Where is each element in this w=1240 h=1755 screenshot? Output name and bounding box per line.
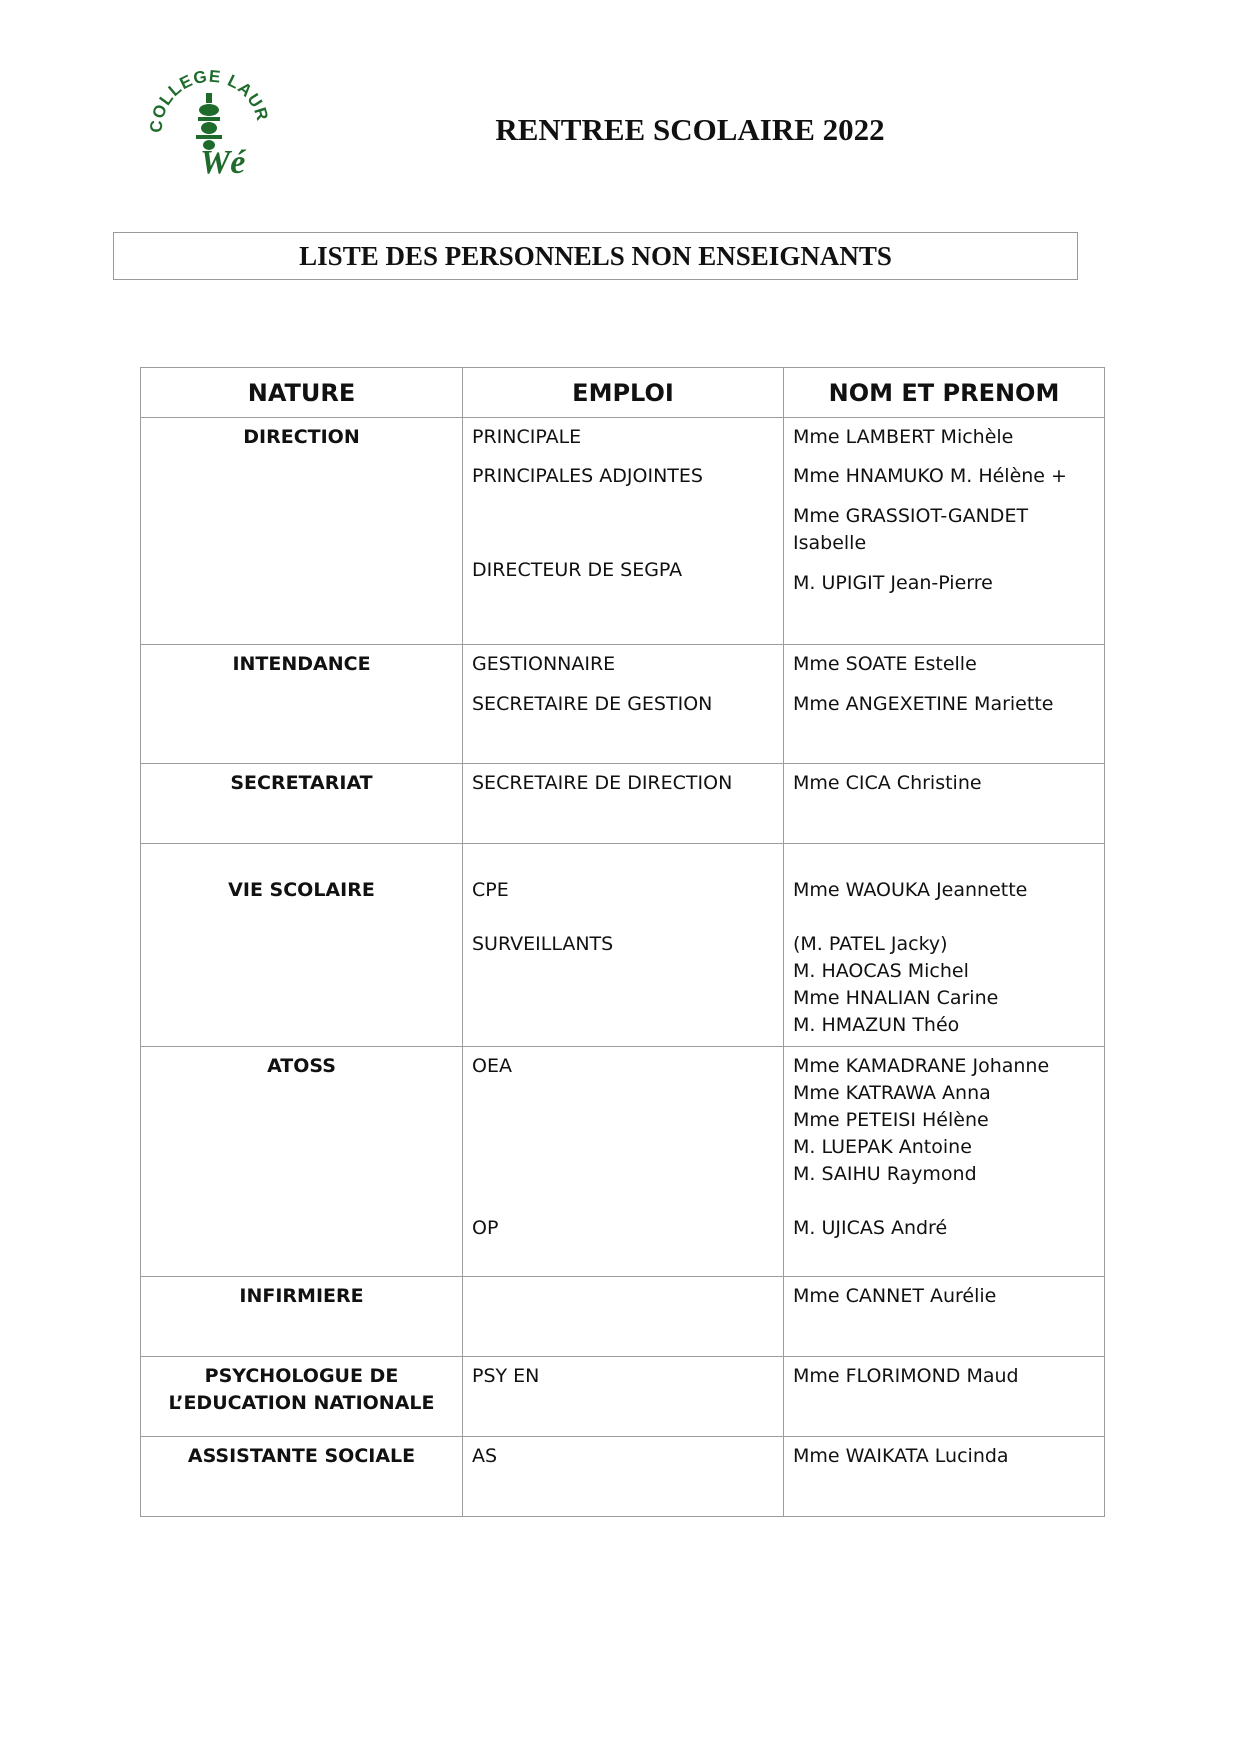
name-item: Mme HNAMUKO M. Hélène + (793, 465, 1067, 487)
noms-secretariat (784, 764, 1105, 844)
noms-assistante-sociale (784, 1437, 1105, 1517)
emploi-item: OEA (472, 1055, 512, 1077)
svg-text:Wé: Wé (200, 144, 246, 180)
noms-direction (784, 418, 1105, 645)
nature-label-line: PSYCHOLOGUE DE (204, 1365, 399, 1387)
table-row-atoss (141, 1047, 1105, 1277)
name-item: M. LUEPAK Antoine (793, 1136, 972, 1158)
emploi-item: PSY EN (472, 1365, 540, 1387)
nature-direction: DIRECTION (141, 418, 463, 645)
nature-intendance: INTENDANCE (141, 645, 463, 764)
table-row-vie-scolaire (141, 844, 1105, 1047)
name-item: M. HAOCAS Michel (793, 960, 969, 982)
nature-secretariat: SECRETARIAT (141, 764, 463, 844)
name-item: M. SAIHU Raymond (793, 1163, 977, 1185)
emploi-atoss (463, 1047, 784, 1277)
nature-infirmiere: INFIRMIERE (141, 1277, 463, 1357)
column-header-nature: NATURE (141, 368, 463, 418)
column-header-emploi: EMPLOI (463, 368, 784, 418)
emploi-item: OP (472, 1217, 499, 1239)
noms-vie-scolaire (784, 844, 1105, 1047)
table-row-intendance (141, 645, 1105, 764)
table-row-psychologue (141, 1357, 1105, 1437)
emploi-item: AS (472, 1445, 498, 1467)
table-row-infirmiere (141, 1277, 1105, 1357)
nature-label-line: L’EDUCATION NATIONALE (168, 1392, 435, 1414)
subtitle-text: LISTE DES PERSONNELS NON ENSEIGNANTS (299, 240, 892, 271)
emploi-infirmiere (463, 1277, 784, 1357)
name-item: Mme KAMADRANE Johanne (793, 1055, 1050, 1077)
nature-label: VIE SCOLAIRE (228, 879, 375, 901)
table-header-row (141, 368, 1105, 418)
nature-psychologue (141, 1357, 463, 1437)
name-item: Mme KATRAWA Anna (793, 1082, 991, 1104)
name-item: Mme SOATE Estelle (793, 653, 977, 675)
name-item: M. HMAZUN Théo (793, 1014, 960, 1036)
emploi-item: GESTIONNAIRE (472, 653, 616, 675)
college-logo (140, 55, 290, 180)
emploi-intendance (463, 645, 784, 764)
emploi-item: SURVEILLANTS (472, 933, 614, 955)
emploi-item: PRINCIPALE (472, 426, 582, 448)
name-item: Mme HNALIAN Carine (793, 987, 999, 1009)
name-item: Mme GRASSIOT-GANDET Isabelle (793, 505, 1029, 554)
name-item: Mme FLORIMOND Maud (793, 1365, 1019, 1387)
emploi-item: CPE (472, 879, 509, 901)
nature-assistante-sociale: ASSISTANTE SOCIALE (141, 1437, 463, 1517)
name-item: M. UJICAS André (793, 1217, 948, 1239)
name-item: Mme CANNET Aurélie (793, 1285, 997, 1307)
table-row-secretariat (141, 764, 1105, 844)
name-item: Mme WAOUKA Jeannette (793, 879, 1028, 901)
table-row-direction (141, 418, 1105, 645)
emploi-direction (463, 418, 784, 645)
name-item: Mme WAIKATA Lucinda (793, 1445, 1009, 1467)
nature-atoss: ATOSS (141, 1047, 463, 1277)
column-header-nom: NOM ET PRENOM (784, 368, 1105, 418)
noms-psychologue (784, 1357, 1105, 1437)
page-title: RENTREE SCOLAIRE 2022 (495, 112, 885, 147)
logo-emblem (196, 93, 222, 150)
emploi-secretariat (463, 764, 784, 844)
name-item: (M. PATEL Jacky) (793, 933, 948, 955)
emploi-item: PRINCIPALES ADJOINTES (472, 465, 703, 487)
college-logo-image (140, 55, 290, 180)
noms-infirmiere (784, 1277, 1105, 1357)
emploi-vie-scolaire (463, 844, 784, 1047)
nature-vie-scolaire (141, 844, 463, 1047)
emploi-assistante-sociale (463, 1437, 784, 1517)
name-item: Mme PETEISI Hélène (793, 1109, 989, 1131)
subtitle-box (113, 232, 1078, 280)
noms-atoss (784, 1047, 1105, 1277)
name-item: M. UPIGIT Jean-Pierre (793, 572, 993, 594)
emploi-item: SECRETAIRE DE DIRECTION (472, 772, 733, 794)
emploi-item: SECRETAIRE DE GESTION (472, 693, 713, 715)
emploi-psychologue (463, 1357, 784, 1437)
name-item: Mme LAMBERT Michèle (793, 426, 1014, 448)
name-item: Mme CICA Christine (793, 772, 982, 794)
table-row-assistante-sociale (141, 1437, 1105, 1517)
noms-intendance (784, 645, 1105, 764)
emploi-item: DIRECTEUR DE SEGPA (472, 559, 683, 581)
name-item: Mme ANGEXETINE Mariette (793, 693, 1054, 715)
svg-text:COLLEGE LAURA BOULA: COLLEGE LAUR (146, 66, 273, 134)
staff-table (140, 367, 1105, 1517)
